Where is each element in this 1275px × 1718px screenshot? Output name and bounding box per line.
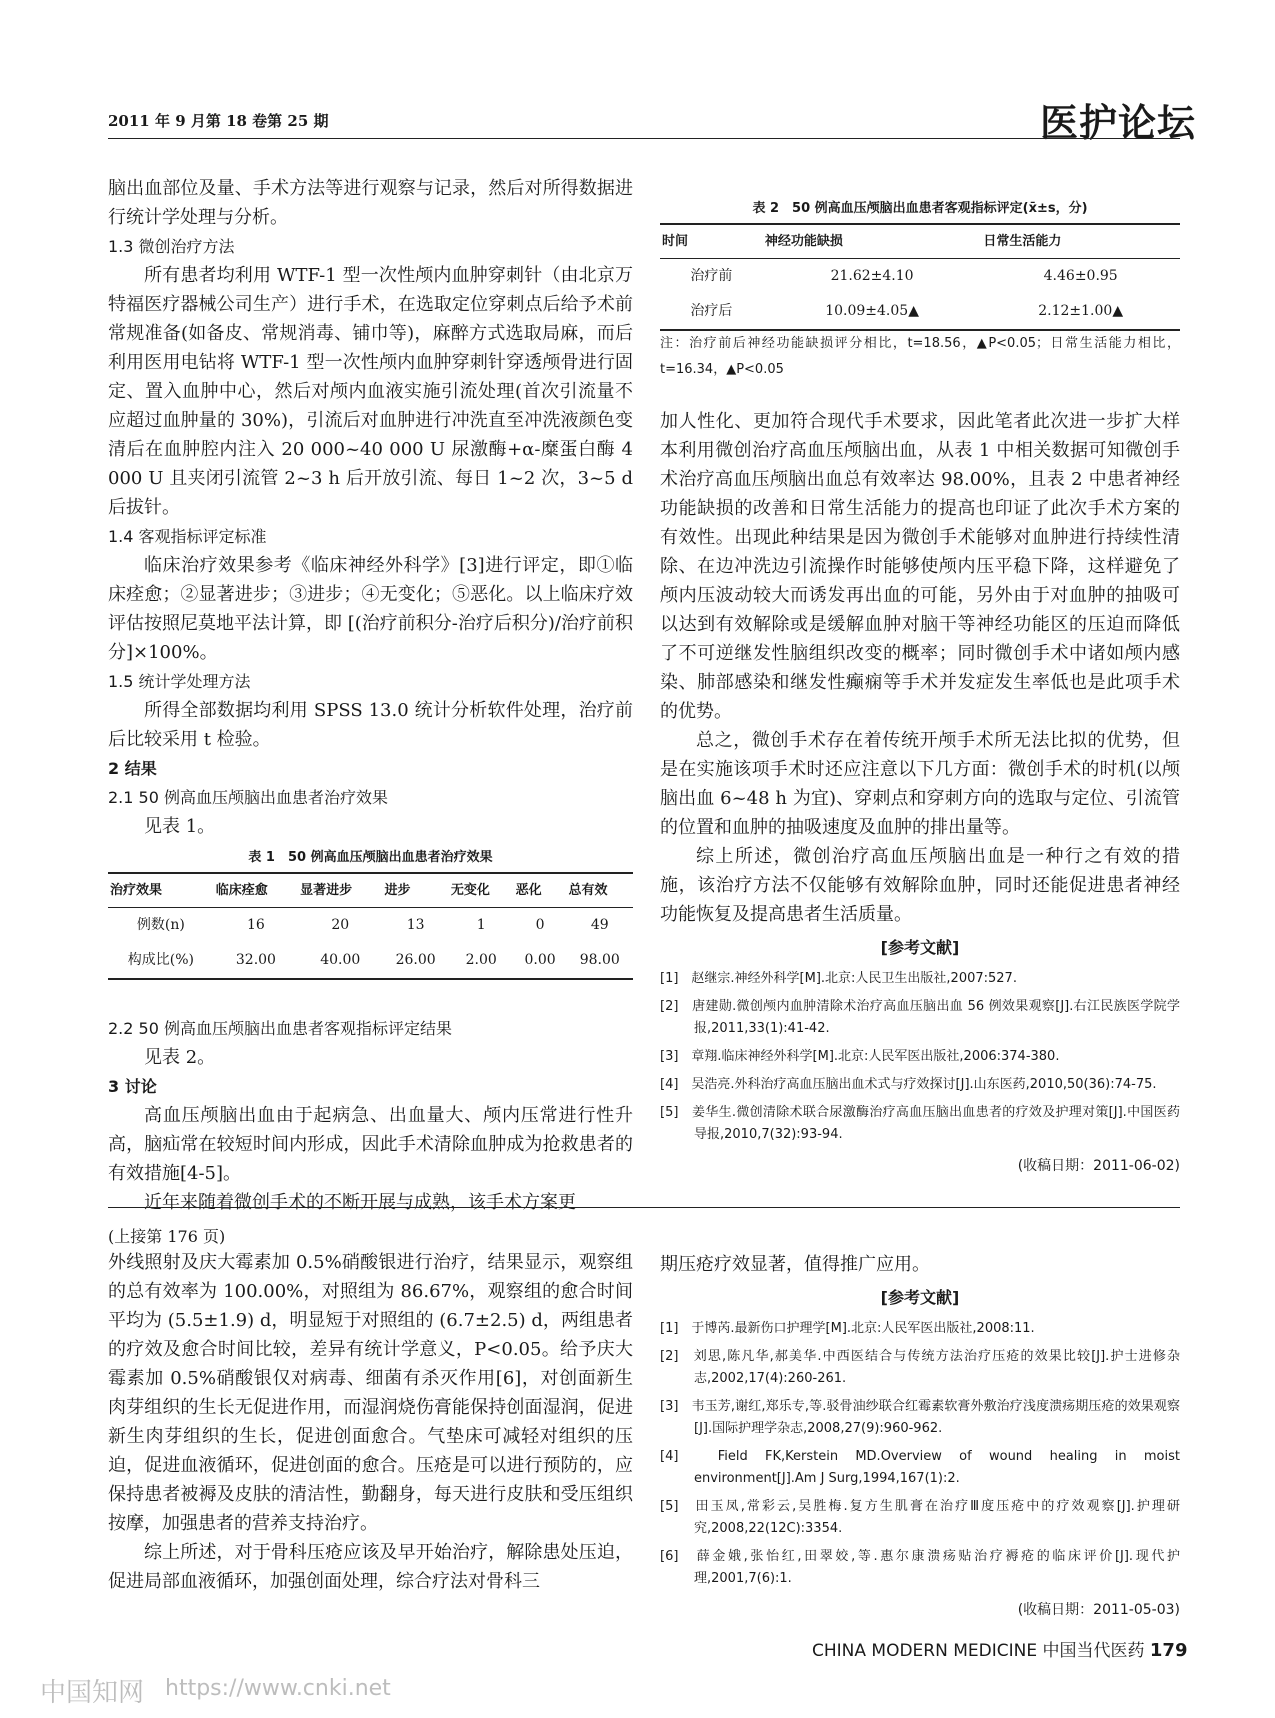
table-cell: 26.00 xyxy=(382,943,448,979)
paragraph: 所有患者均利用 WTF-1 型一次性颅内血肿穿刺针（由北京万特福医疗器械公司生产）进行手术，在选取定位穿刺点后给予术前常规准备(如备皮、常规消毒、铺巾等)，麻醉方式选取局麻，而后利用医用电钻将 WTF-1 型一次性颅内血肿穿刺针穿透颅骨进行固定、置入血肿中心，然后对颅内血液实施引流处理(首次引流量不应超过血肿量的 30%)，引流后对血肿进行冲洗直至冲洗液颜色变清后在血肿腔内注入 20 000~40 000 U 尿激酶+α-糜蛋白酶 4 000 U 且夹闭引流管 2~3 h 后开放引流、每日 1~2 次，3~5 d 后拔针。 xyxy=(108,265,633,518)
table-row xyxy=(108,908,633,944)
table-cell: 20 xyxy=(331,917,350,933)
table-cell: 治疗后 xyxy=(660,294,763,330)
table-cell: 0 xyxy=(535,917,545,933)
lower-right-column xyxy=(660,1250,1180,1625)
table-1 xyxy=(108,843,633,980)
reference-item: [6] 薛金娥,张怡红,田翠姣,等.惠尔康溃疡贴治疗褥疮的临床评价[J].现代护理,2001,7(6):1. xyxy=(660,1549,1180,1586)
paragraph: 近年来随着微创手术的不断开展与成熟，该手术方案更 xyxy=(144,1192,576,1213)
table-cell: 32.00 xyxy=(214,943,298,979)
references-heading: [参考文献] xyxy=(880,1288,960,1307)
upper-left-column xyxy=(108,174,633,1217)
reference-item: [4] 吴浩亮.外科治疗高血压脑出血术式与疗效探讨[J].山东医药,2010,50(36):74-75. xyxy=(660,1077,1157,1092)
column-header: 无变化 xyxy=(449,873,514,908)
table-cell: 2.12±1.00▲ xyxy=(981,294,1180,330)
journal-name-en: CHINA MODERN MEDICINE xyxy=(812,1641,1038,1661)
section-heading: 1.4 客观指标评定标准 xyxy=(108,527,267,546)
column-title: 医护论坛 xyxy=(1040,101,1197,145)
paragraph: 总之，微创手术存在着传统开颅手术所无法比拟的优势，但是在实施该项手术时还应注意以下几方面：微创手术的时机(以颅脑出血 6~48 h 为宜)、穿刺点和穿刺方向的选取与定位、引流管的位置和血肿的抽吸速度及血肿的排出量等。 xyxy=(660,730,1180,838)
table-cell: 构成比(%) xyxy=(108,943,214,979)
page-number: 179 xyxy=(1149,1640,1188,1661)
continuation-note: (上接第 176 页) xyxy=(108,1227,226,1246)
table-2 xyxy=(660,194,1180,383)
section-heading: 3 讨论 xyxy=(108,1077,157,1096)
reference-item: [5] 田玉凤,常彩云,吴胜梅.复方生肌膏在治疗Ⅲ度压疮中的疗效观察[J].护理研究,2008,22(12C):3354. xyxy=(660,1499,1180,1536)
header-divider xyxy=(108,138,1180,139)
page-footer xyxy=(812,1636,1187,1661)
table-cell: 例数(n) xyxy=(136,917,185,933)
reference-item: [2] 唐建勋.微创颅内血肿清除术治疗高血压脑出血 56 例效果观察[J].右江民族医学院学报,2011,33(1):41-42. xyxy=(660,999,1180,1036)
references-heading: [参考文献] xyxy=(880,938,960,957)
paragraph: 见表 1。 xyxy=(144,816,216,837)
watermark-logo: 中国知网 xyxy=(40,1678,145,1708)
column-header: 临床痊愈 xyxy=(214,873,298,908)
paragraph: 期压疮疗效显著，值得推广应用。 xyxy=(660,1254,930,1275)
section-heading: 1.5 统计学处理方法 xyxy=(108,672,251,691)
table-cell: 49 xyxy=(590,917,609,933)
reference-item: [1] 赵继宗.神经外科学[M].北京:人民卫生出版社,2007:527. xyxy=(660,971,1017,986)
table-cell: 10.09±4.05▲ xyxy=(763,294,982,330)
column-header: 日常生活能力 xyxy=(981,224,1180,259)
table-1-grid xyxy=(108,872,633,980)
paragraph: 外线照射及庆大霉素加 0.5%硝酸银进行治疗，结果显示，观察组的总有效率为 100.00%，对照组为 86.67%，观察组的愈合时间平均为 (5.5±1.9) d，明显短于对照组的 (6.7±2.5) d，两组患者的疗效及愈合时间比较，差异有统计学意义，P<0.05。给予庆大霉素加 0.5%硝酸银仅对病毒、细菌有杀灭作用[6]，对创面新生肉芽组织的生长无促进作用，而湿润烧伤膏能保持创面湿润，促进新生肉芽组织的生长，促进创面愈合。气垫床可减轻对组织的压迫，促进血液循环，促进创面的愈合。压疮是可以进行预防的，应保持患者被褥及皮肤的清洁性，勤翻身，每天进行皮肤和受压组织按摩，加强患者的营养支持治疗。 xyxy=(108,1252,633,1534)
section-heading: 2.1 50 例高血压颅脑出血患者治疗效果 xyxy=(108,788,388,807)
paragraph: 临床治疗效果参考《临床神经外科学》[3]进行评定，即①临床痊愈；②显著进步；③进步；④无变化；⑤恶化。以上临床疗效评估按照尼莫地平法计算，即 [(治疗前积分-治疗后积分)/治疗前积分]×100%。 xyxy=(108,555,633,663)
column-header: 进步 xyxy=(382,873,448,908)
table-caption: 表 1 50 例高血压颅脑出血患者治疗效果 xyxy=(248,850,493,865)
section-heading: 2.2 50 例高血压颅脑出血患者客观指标评定结果 xyxy=(108,1019,452,1038)
section-heading: 1.3 微创治疗方法 xyxy=(108,237,235,256)
reference-item: [1] 于博芮.最新伤口护理学[M].北京:人民军医出版社,2008:11. xyxy=(660,1321,1035,1336)
received-date: (收稿日期：2011-06-02) xyxy=(1017,1158,1180,1174)
paragraph: 脑出血部位及量、手术方法等进行观察与记录，然后对所得数据进行统计学处理与分析。 xyxy=(108,178,633,228)
table-cell: 13 xyxy=(406,917,425,933)
table-cell: 98.00 xyxy=(567,943,633,979)
table-cell: 40.00 xyxy=(298,943,382,979)
table-row xyxy=(108,943,633,979)
watermark-url: https://www.cnki.net xyxy=(165,1676,391,1701)
table-note: 注：治疗前后神经功能缺损评分相比，t=18.56，▲P<0.05；日常生活能力相比，t=16.34，▲P<0.05 xyxy=(660,336,1180,377)
reference-item: [4] Field FK,Kerstein MD.Overview of wound healing in moist environment[J].Am J Surg,1994,167(1):2. xyxy=(660,1449,1180,1486)
column-header: 显著进步 xyxy=(298,873,382,908)
table-cell: 1 xyxy=(476,917,486,933)
paragraph: 综上所述，微创治疗高血压颅脑出血是一种行之有效的措施，该治疗方法不仅能够有效解除血肿，同时还能促进患者神经功能恢复及提高患者生活质量。 xyxy=(660,846,1180,925)
table-cell: 21.62±4.10 xyxy=(830,268,914,284)
table-row xyxy=(660,294,1180,330)
column-header: 神经功能缺损 xyxy=(763,224,982,259)
reference-item: [2] 刘思,陈凡华,郝美华.中西医结合与传统方法治疗压疮的效果比较[J].护士进修杂志,2002,17(4):260-261. xyxy=(660,1349,1180,1386)
reference-item: [3] 韦玉芳,谢红,郑乐专,等.驳骨油纱联合红霉素软膏外敷治疗浅度溃疡期压疮的效果观察[J].国际护理学杂志,2008,27(9):960-962. xyxy=(660,1399,1180,1436)
reference-item: [3] 章翔.临床神经外科学[M].北京:人民军医出版社,2006:374-380. xyxy=(660,1049,1060,1064)
table-caption: 表 2 50 例高血压颅脑出血患者客观指标评定(x̄±s，分) xyxy=(752,201,1088,216)
table-cell: 16 xyxy=(247,917,265,933)
table-row xyxy=(660,259,1180,295)
issue-info: 2011 年 9 月第 18 卷第 25 期 xyxy=(108,112,329,130)
column-header: 治疗效果 xyxy=(108,873,214,908)
table-cell: 治疗前 xyxy=(690,268,733,284)
paragraph: 见表 2。 xyxy=(144,1047,216,1068)
paragraph: 加人性化、更加符合现代手术要求，因此笔者此次进一步扩大样本利用微创治疗高血压颅脑出血，从表 1 中相关数据可知微创手术治疗高血压颅脑出血总有效率达 98.00%，且表 2 中患者神经功能缺损的改善和日常生活能力的提高也印证了此次手术方案的有效性。出现此种结果是因为微创手术能够对血肿进行持续性清除、在边冲洗边引流操作时能够使颅内压平稳下降，这样避免了颅内压波动较大而诱发再出血的可能，另外由于对血肿的抽吸可以达到有效解除或是缓解血肿对脑干等神经功能区的压迫而降低了不可逆继发性脑组织改变的概率；同时微创手术中诸如颅内感染、肺部感染和继发性癫痫等手术并发症发生率低也是此项手术的优势。 xyxy=(660,411,1180,722)
table-2-grid xyxy=(660,223,1180,331)
column-header: 时间 xyxy=(660,224,763,259)
journal-name-cn: 中国当代医药 xyxy=(1042,1641,1145,1661)
paragraph: 综上所述，对于骨科压疮应该及早开始治疗，解除患处压迫，促进局部血液循环，加强创面处理，综合疗法对骨科三 xyxy=(108,1542,633,1592)
column-header: 恶化 xyxy=(514,873,567,908)
article-divider xyxy=(108,1207,1180,1208)
paragraph: 所得全部数据均利用 SPSS 13.0 统计分析软件处理，治疗前后比较采用 t 检验。 xyxy=(108,700,633,750)
table-cell: 4.46±0.95 xyxy=(1043,268,1118,284)
lower-left-column xyxy=(108,1226,633,1596)
received-date: (收稿日期：2011-05-03) xyxy=(1017,1602,1180,1618)
paragraph: 高血压颅脑出血由于起病急、出血量大、颅内压常进行性升高，脑疝常在较短时间内形成，因此手术清除血肿成为抢救患者的有效措施[4-5]。 xyxy=(108,1105,633,1184)
column-header: 总有效 xyxy=(567,873,633,908)
table-cell: 2.00 xyxy=(449,943,514,979)
reference-item: [5] 姜华生.微创清除术联合尿激酶治疗高血压脑出血患者的疗效及护理对策[J].中国医药导报,2010,7(32):93-94. xyxy=(660,1105,1180,1142)
upper-right-column xyxy=(660,194,1180,1181)
table-cell: 0.00 xyxy=(514,943,567,979)
section-heading: 2 结果 xyxy=(108,759,157,778)
